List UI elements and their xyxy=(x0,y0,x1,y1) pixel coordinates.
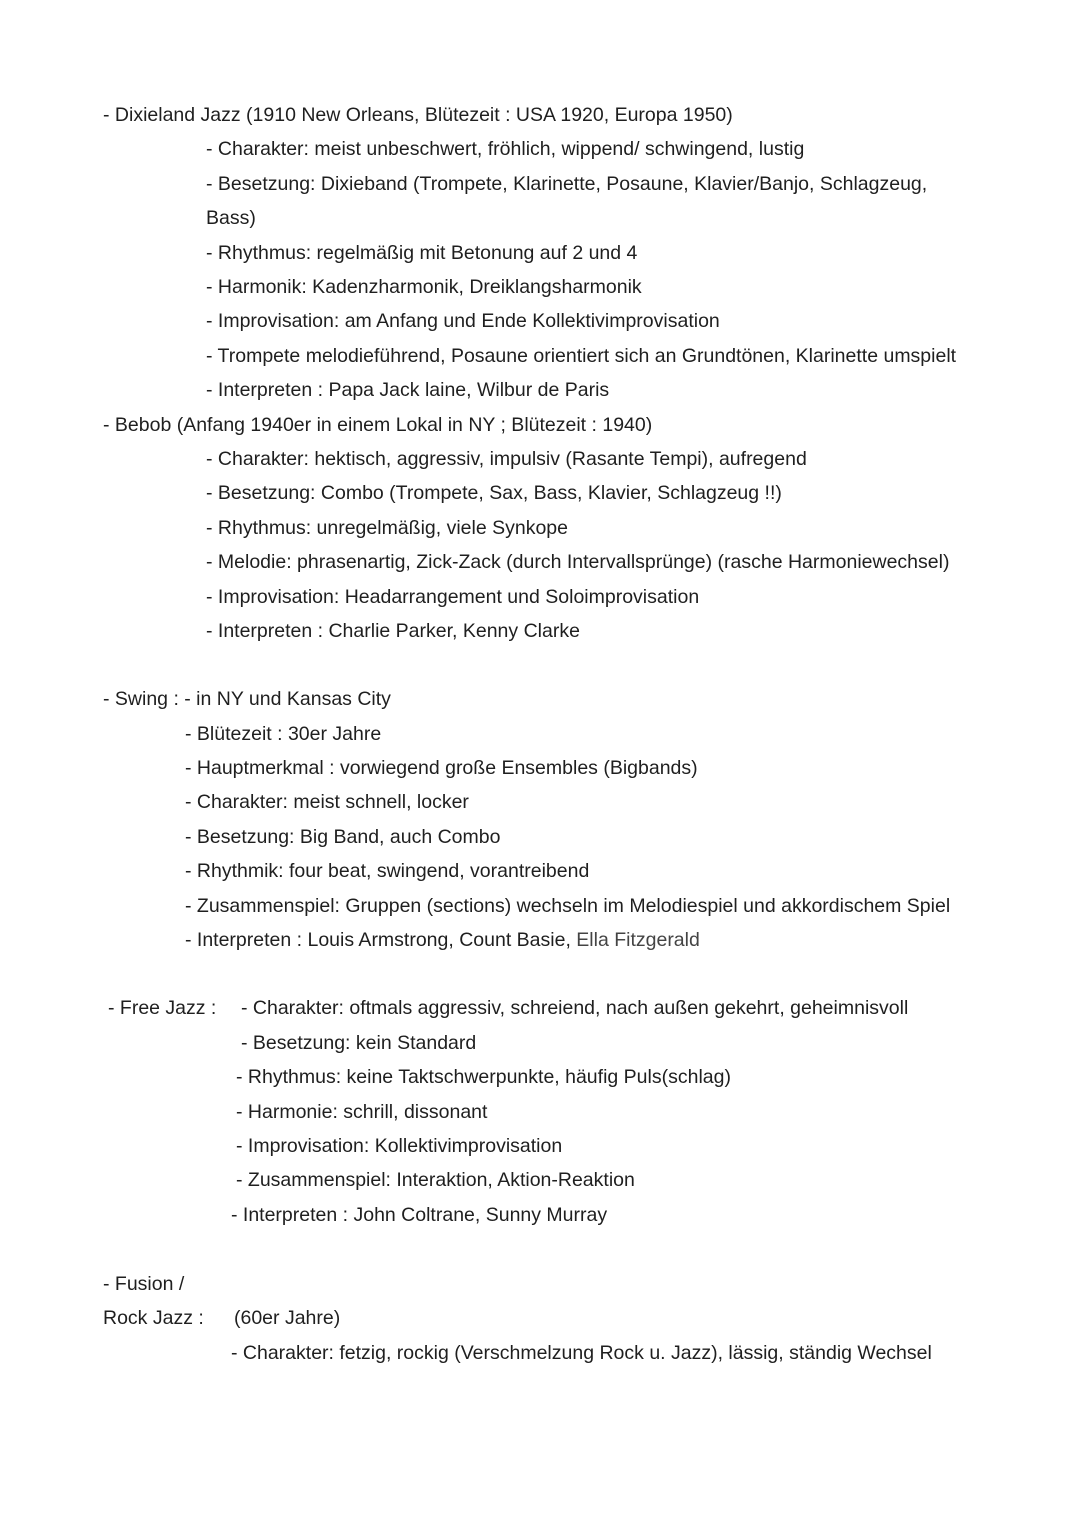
fusion-label-line1: - Fusion / xyxy=(103,1273,185,1295)
free-jazz-item: - Besetzung: kein Standard xyxy=(241,1032,477,1054)
dixieland-item: - Interpreten : Papa Jack laine, Wilbur de Paris xyxy=(206,379,610,401)
bebob-heading: - Bebob (Anfang 1940er in einem Lokal in NY ; Blütezeit : 1940) xyxy=(103,414,653,436)
swing-item: - Besetzung: Big Band, auch Combo xyxy=(185,826,501,848)
swing-heading: - Swing : - in NY und Kansas City xyxy=(103,688,391,710)
free-jazz-item: - Harmonie: schrill, dissonant xyxy=(236,1101,488,1123)
bebob-item: - Charakter: hektisch, aggressiv, impulsiv (Rasante Tempi), aufregend xyxy=(206,448,807,470)
dixieland-item: - Trompete melodieführend, Posaune orientiert sich an Grundtönen, Klarinette umspielt xyxy=(206,345,957,367)
dixieland-item: - Improvisation: am Anfang und Ende Kollektivimprovisation xyxy=(206,310,720,332)
swing-item: - Blütezeit : 30er Jahre xyxy=(185,723,382,745)
free-jazz-item: - Interpreten : John Coltrane, Sunny Murray xyxy=(231,1204,608,1226)
dixieland-item: - Rhythmus: regelmäßig mit Betonung auf 2 und 4 xyxy=(206,242,638,264)
fusion-item: - Charakter: fetzig, rockig (Verschmelzung Rock u. Jazz), lässig, ständig Wechsel xyxy=(231,1342,932,1364)
swing-interpreten-extra: Ella Fitzgerald xyxy=(576,929,700,951)
swing-item: - Rhythmik: four beat, swingend, vorantreibend xyxy=(185,860,590,882)
free-jazz-item: - Rhythmus: keine Taktschwerpunkte, häufig Puls(schlag) xyxy=(236,1066,731,1088)
swing-item: - Charakter: meist schnell, locker xyxy=(185,791,469,813)
free-jazz-label: - Free Jazz : xyxy=(108,997,217,1019)
bebob-item: - Besetzung: Combo (Trompete, Sax, Bass, Klavier, Schlagzeug !!) xyxy=(206,482,782,504)
swing-interpreten-main: - Interpreten : Louis Armstrong, Count Basie, xyxy=(185,929,571,951)
swing-interpreten xyxy=(185,931,700,951)
swing-item: - Hauptmerkmal : vorwiegend große Ensembles (Bigbands) xyxy=(185,757,698,779)
bebob-item: - Rhythmus: unregelmäßig, viele Synkope xyxy=(206,517,568,539)
bebob-item: - Interpreten : Charlie Parker, Kenny Clarke xyxy=(206,620,580,642)
fusion-era: (60er Jahre) xyxy=(234,1307,341,1329)
bebob-item: - Melodie: phrasenartig, Zick-Zack (durch Intervallsprünge) (rasche Harmoniewechsel) xyxy=(206,551,950,573)
dixieland-item: - Harmonik: Kadenzharmonik, Dreiklangsharmonik xyxy=(206,276,642,298)
bebob-item: - Improvisation: Headarrangement und Soloimprovisation xyxy=(206,586,700,608)
dixieland-item: Bass) xyxy=(206,207,256,229)
free-jazz-item: - Charakter: oftmals aggressiv, schreiend, nach außen gekehrt, geheimnisvoll xyxy=(241,997,909,1019)
fusion-label-line2: Rock Jazz : xyxy=(103,1307,204,1329)
dixieland-heading: - Dixieland Jazz (1910 New Orleans, Blütezeit : USA 1920, Europa 1950) xyxy=(103,104,733,126)
free-jazz-item: - Zusammenspiel: Interaktion, Aktion-Reaktion xyxy=(236,1169,635,1191)
dixieland-item: - Besetzung: Dixieband (Trompete, Klarinette, Posaune, Klavier/Banjo, Schlagzeug, xyxy=(206,173,928,195)
free-jazz-item: - Improvisation: Kollektivimprovisation xyxy=(236,1135,563,1157)
swing-item: - Zusammenspiel: Gruppen (sections) wechseln im Melodiespiel und akkordischem Spiel xyxy=(185,895,951,917)
dixieland-item: - Charakter: meist unbeschwert, fröhlich, wippend/ schwingend, lustig xyxy=(206,138,805,160)
